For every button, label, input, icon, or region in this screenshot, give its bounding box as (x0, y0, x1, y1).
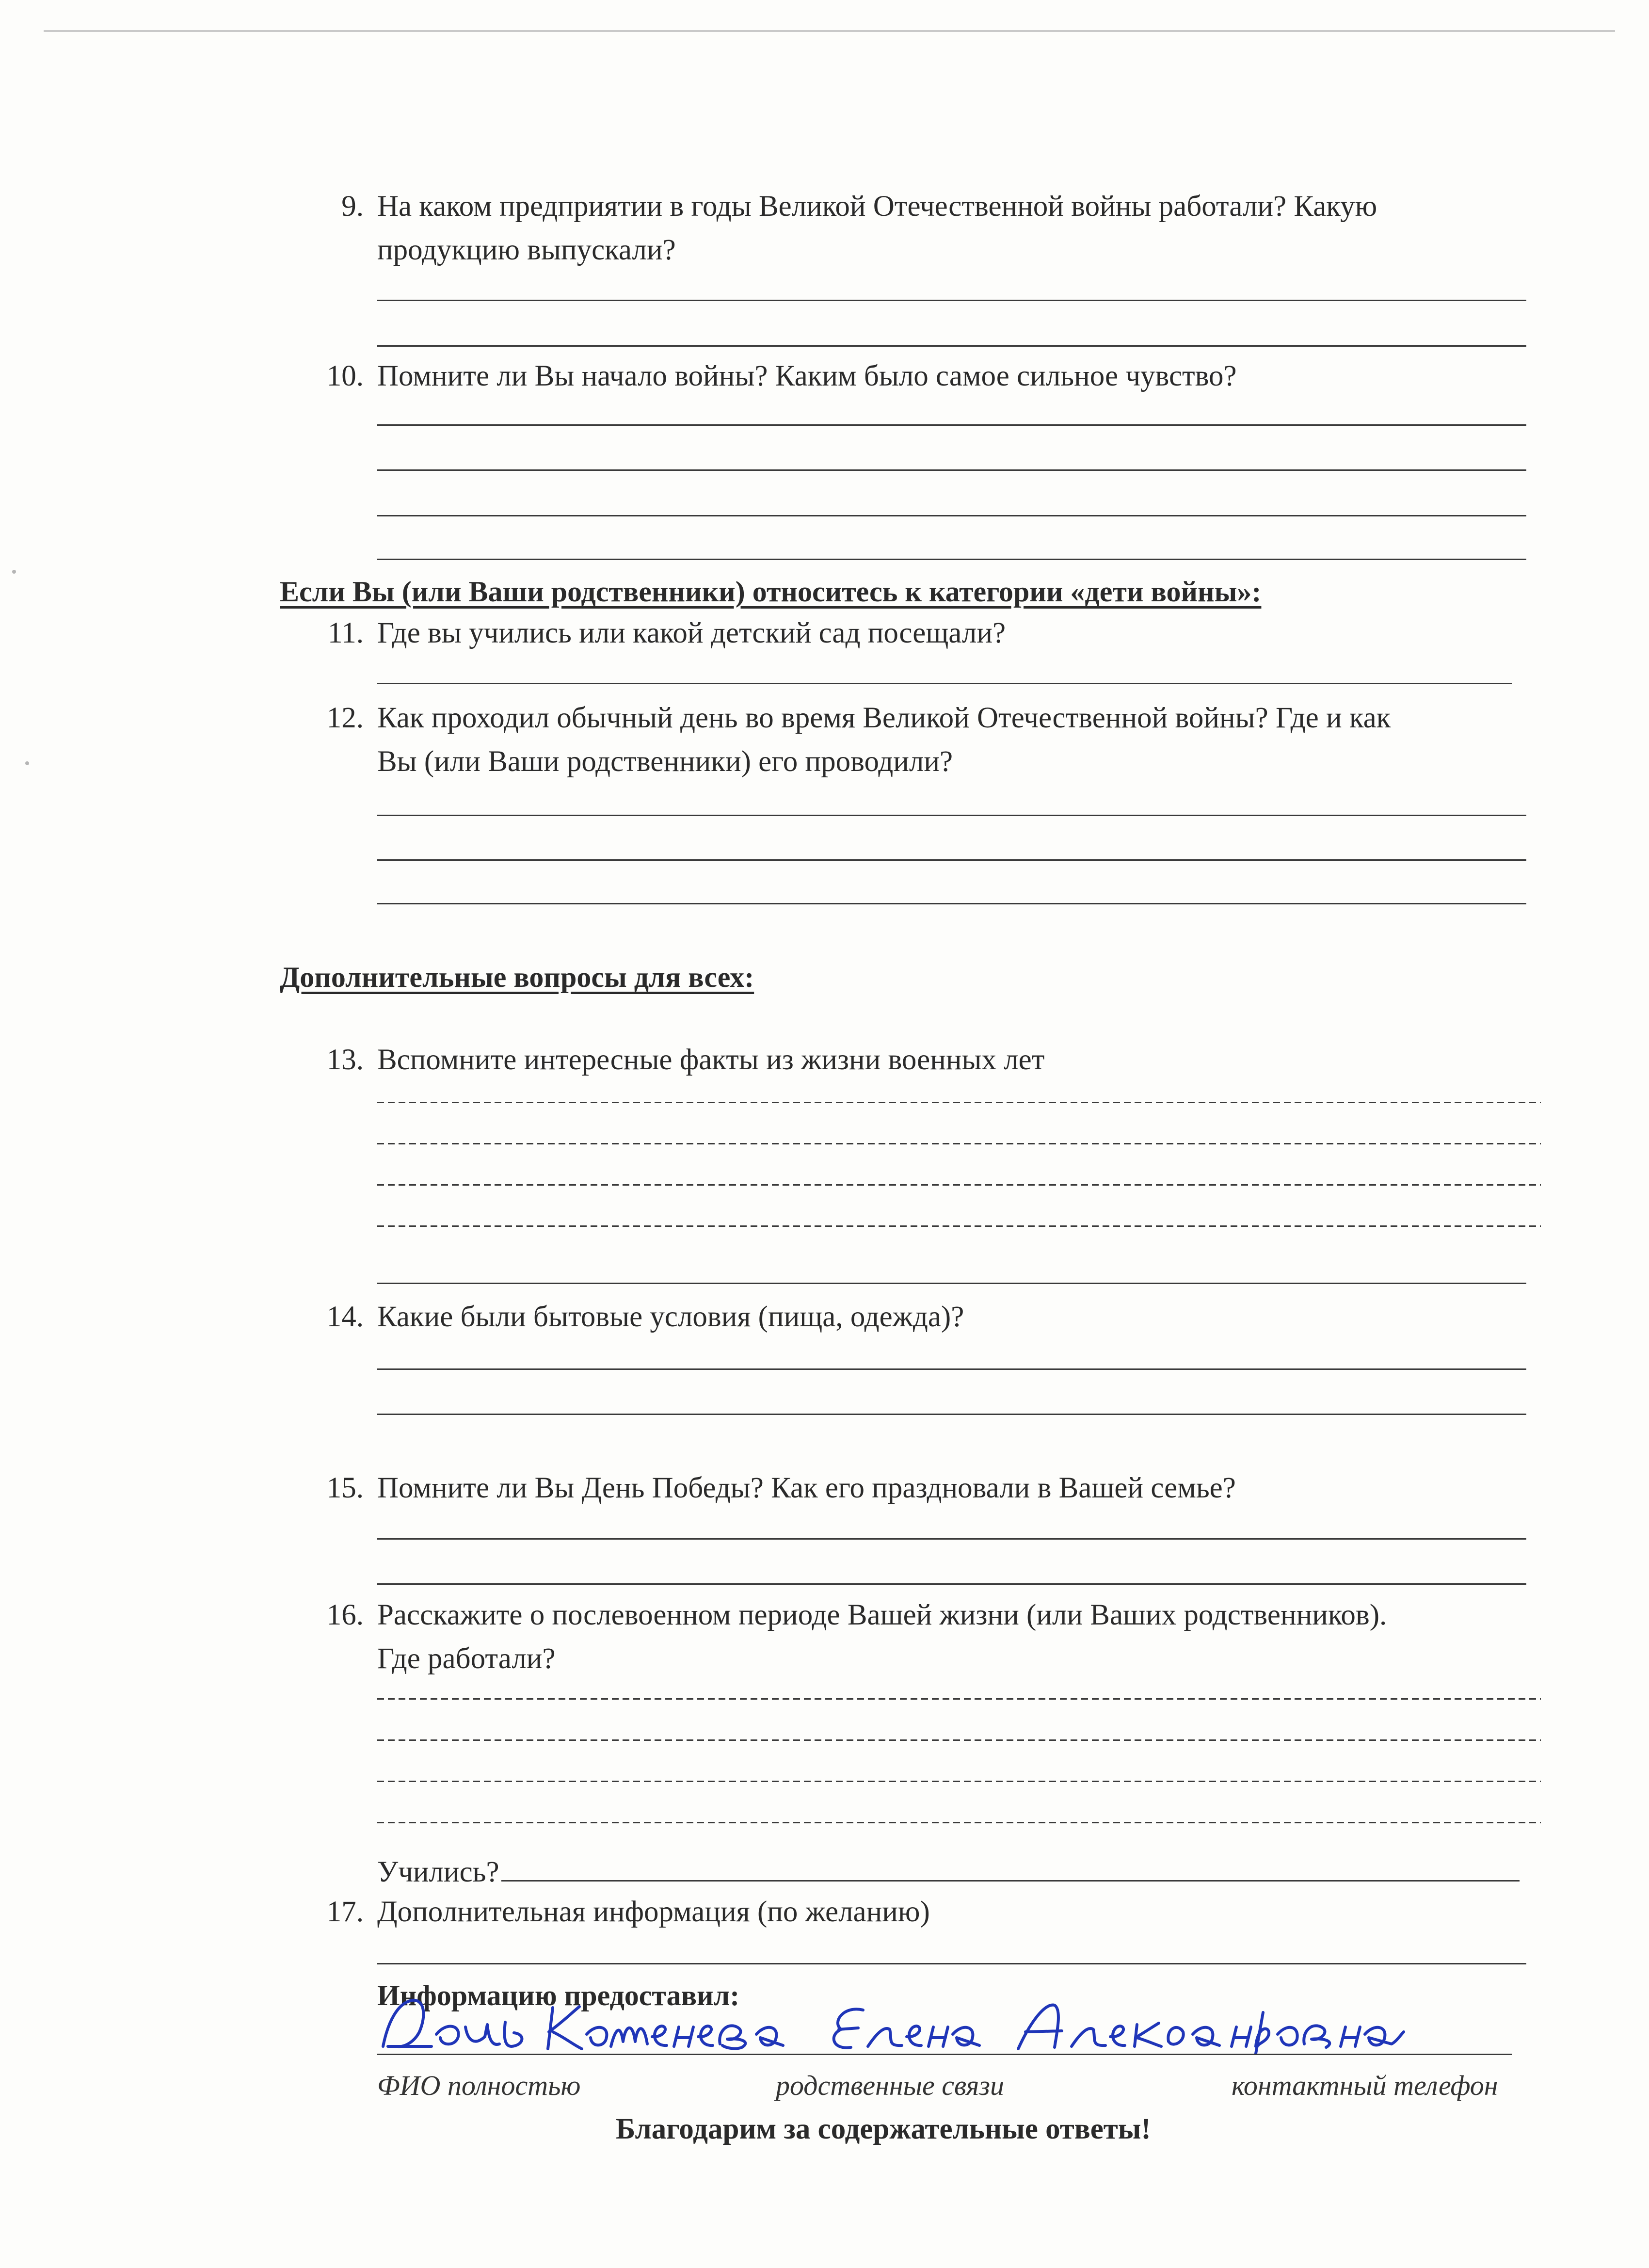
informant-title: Информацию предоставил: (377, 1979, 740, 2011)
answer-dashed-line[interactable] (377, 1822, 1541, 1823)
answer-line[interactable] (377, 559, 1526, 560)
question-number: 13. (326, 1044, 364, 1076)
answer-line[interactable] (377, 1963, 1526, 1964)
answer-line[interactable] (377, 1583, 1526, 1585)
answer-line[interactable] (377, 469, 1526, 471)
answer-dashed-line[interactable] (377, 1184, 1541, 1186)
answer-dashed-line[interactable] (377, 1102, 1541, 1103)
question-text: Где работали? (377, 1642, 556, 1675)
informant-line[interactable] (377, 2054, 1512, 2055)
answer-line[interactable] (377, 300, 1526, 301)
answer-line[interactable] (377, 1414, 1526, 1415)
answer-line[interactable] (377, 424, 1526, 426)
answer-line[interactable] (377, 859, 1526, 861)
question-text: продукцию выпускали? (377, 234, 676, 266)
question-text: Вспомните интересные факты из жизни военных лет (377, 1044, 1045, 1076)
answer-line[interactable] (377, 1538, 1526, 1540)
answer-line[interactable] (501, 1853, 1520, 1882)
question-number: 17. (326, 1896, 364, 1928)
question-text: Дополнительная информация (по желанию) (377, 1896, 930, 1928)
answer-dashed-line[interactable] (377, 1143, 1541, 1144)
answer-line[interactable] (377, 345, 1526, 347)
answer-dashed-line[interactable] (377, 1781, 1541, 1782)
studied-label: Учились? (377, 1856, 499, 1888)
question-text: Расскажите о послевоенном периоде Вашей жизни (или Ваших родственников). (377, 1599, 1387, 1631)
answer-dashed-line[interactable] (377, 1739, 1541, 1741)
question-text: На каком предприятии в годы Великой Отечественной войны работали? Какую (377, 190, 1377, 223)
question-number: 16. (326, 1599, 364, 1631)
question-number: 11. (328, 617, 364, 649)
answer-dashed-line[interactable] (377, 1225, 1541, 1227)
answer-line[interactable] (377, 683, 1512, 684)
answer-line[interactable] (377, 515, 1526, 516)
answer-line[interactable] (377, 1283, 1526, 1284)
caption-phone: контактный телефон (1232, 2070, 1498, 2101)
caption-relation: родственные связи (776, 2070, 1004, 2101)
question-number: 15. (326, 1472, 364, 1504)
section-header-additional: Дополнительные вопросы для всех: (280, 961, 754, 993)
studied-field[interactable] (377, 1853, 1520, 1887)
answer-dashed-line[interactable] (377, 1698, 1541, 1700)
question-text: Где вы учились или какой детский сад посещали? (377, 617, 1006, 649)
answer-line[interactable] (377, 903, 1526, 904)
section-header-children-of-war: Если Вы (или Ваши родственники) относитесь к категории «дети войны»: (280, 576, 1262, 608)
question-number: 12. (326, 702, 364, 734)
caption-fio: ФИО полностью (377, 2070, 581, 2101)
question-text: Какие были бытовые условия (пища, одежда)? (377, 1301, 964, 1333)
question-number: 10. (326, 360, 364, 392)
scan-speck (25, 761, 29, 765)
question-number: 9. (341, 190, 364, 223)
thanks-text: Благодарим за содержательные ответы! (616, 2113, 1151, 2145)
answer-line[interactable] (377, 1368, 1526, 1370)
question-text: Как проходил обычный день во время Великой Отечественной войны? Где и как (377, 702, 1391, 734)
question-text: Помните ли Вы начало войны? Каким было самое сильное чувство? (377, 360, 1237, 392)
question-text: Вы (или Ваши родственники) его проводили? (377, 745, 953, 778)
answer-line[interactable] (377, 815, 1526, 816)
scan-speck (12, 570, 16, 574)
scan-edge-line (44, 30, 1615, 32)
question-number: 14. (326, 1301, 364, 1333)
question-text: Помните ли Вы День Победы? Как его праздновали в Вашей семье? (377, 1472, 1236, 1504)
